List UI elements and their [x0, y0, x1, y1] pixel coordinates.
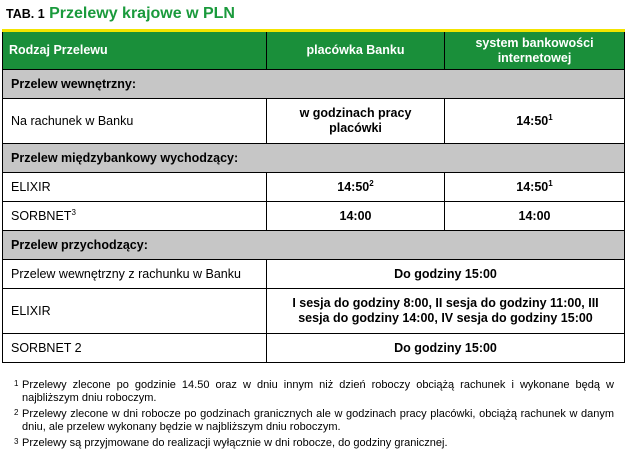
row-merged-time: Do godziny 15:00	[267, 260, 625, 289]
footnotes	[14, 379, 614, 453]
table-row	[3, 202, 625, 231]
footnote	[14, 408, 614, 434]
header-transfer-type: Rodzaj Przelewu	[3, 31, 267, 70]
row-online-time: 14:00	[445, 202, 625, 231]
row-branch-time: 14:00	[267, 202, 445, 231]
transfers-table	[2, 29, 625, 363]
row-label: Na rachunek w Banku	[3, 99, 267, 144]
table-caption	[6, 5, 235, 25]
row-merged-time: I sesja do godziny 8:00, II sesja do godziny 11:00, III sesja do godziny 14:00, IV sesja do godziny 15:00	[267, 289, 625, 334]
table-row	[3, 289, 625, 334]
row-label: ELIXIR	[3, 173, 267, 202]
section-title: Przelew międzybankowy wychodzący:	[3, 144, 625, 173]
row-online-time: $14:50^1$	[445, 173, 625, 202]
section-row-incoming	[3, 231, 625, 260]
footnote	[14, 437, 614, 450]
row-branch-time: $14:50^2$	[267, 173, 445, 202]
section-row-outgoing	[3, 144, 625, 173]
section-title: Przelew wewnętrzny:	[3, 70, 625, 99]
footnote-text: Przelewy są przyjmowane do realizacji wyłącznie w dni robocze, do godziny granicznej.	[22, 437, 448, 449]
row-online-time: $14:50^1$	[445, 99, 625, 144]
footnote-number: 2	[14, 408, 19, 417]
header-online-banking: system bankowości internetowej	[445, 31, 625, 70]
footnote-text: Przelewy zlecone po godzinie 14.50 oraz w dniu innym niż dzień roboczy obciążą rachunek i wykonane będą w najbliższym dniu roboczym.	[22, 379, 614, 404]
table-row	[3, 99, 625, 144]
table-row	[3, 334, 625, 363]
row-label: SORBNET 2	[3, 334, 267, 363]
section-row-internal	[3, 70, 625, 99]
footnote-number: 1	[14, 379, 19, 388]
table-row	[3, 173, 625, 202]
footnote	[14, 379, 614, 405]
table-row	[3, 260, 625, 289]
row-label: Przelew wewnętrzny z rachunku w Banku	[3, 260, 267, 289]
row-label: SORBNET$^3$	[3, 202, 267, 231]
footnote-text: Przelewy zlecone w dni robocze po godzinach granicznych ale w godzinach pracy placówki, obciążą rachunek w danym dniu, ale przelew wykonany będzie w najbliższym dniu roboczym.	[22, 408, 614, 433]
row-label: ELIXIR	[3, 289, 267, 334]
footnote-number: 3	[14, 437, 19, 446]
caption-prefix: TAB. 1	[6, 7, 45, 21]
table-header-row	[3, 31, 625, 70]
section-title: Przelew przychodzący:	[3, 231, 625, 260]
row-branch-time: w godzinach pracy placówki	[267, 99, 445, 144]
caption-title: Przelewy krajowe w PLN	[49, 5, 235, 22]
header-branch: placówka Banku	[267, 31, 445, 70]
row-merged-time: Do godziny 15:00	[267, 334, 625, 363]
